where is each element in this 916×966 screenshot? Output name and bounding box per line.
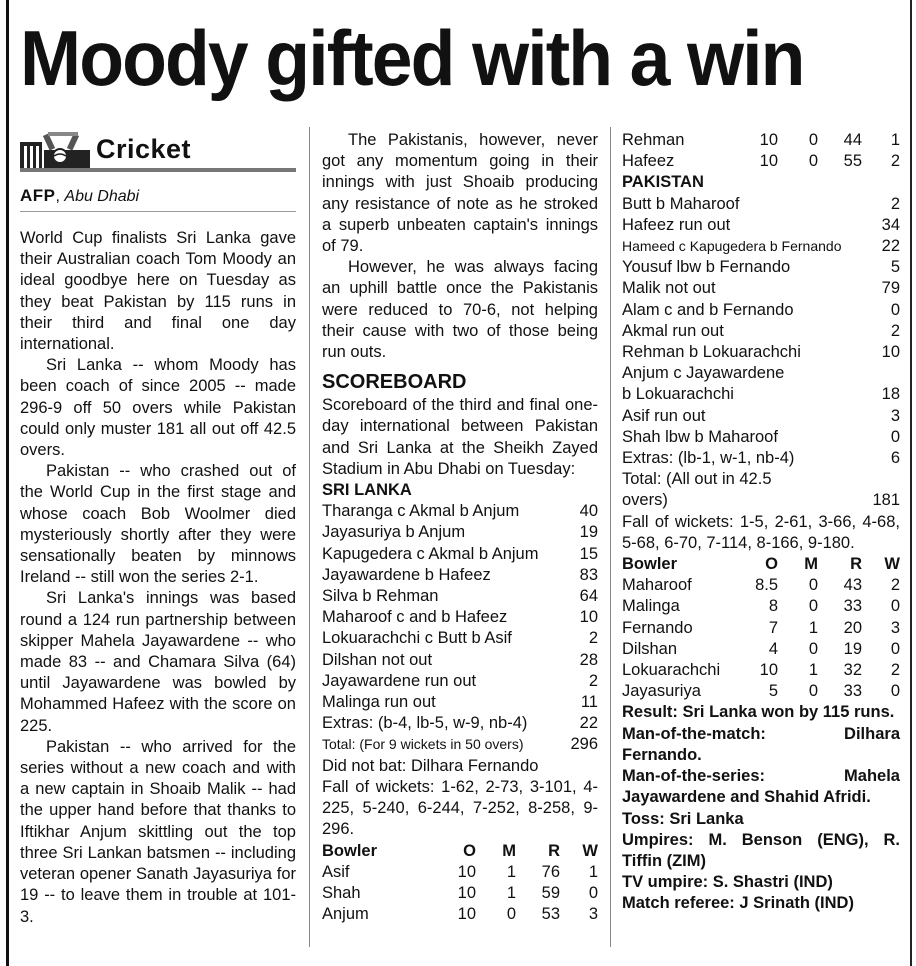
score-cell: 10 bbox=[759, 152, 778, 171]
article-paragraph: However, he was always facing an uphill battle once the Pakistanis were reduced to 70-6, not helping their cause with two of those being run outs. bbox=[322, 258, 598, 362]
bowling-row bbox=[622, 596, 900, 617]
score-cell: 55 bbox=[843, 152, 862, 171]
pakistan-bowling-table bbox=[322, 841, 598, 926]
score-cell: W bbox=[884, 555, 900, 574]
bowling-header bbox=[622, 554, 900, 575]
batting-row bbox=[622, 342, 900, 363]
score-cell: Fernando bbox=[622, 618, 693, 637]
score-cell: 10 bbox=[759, 131, 778, 149]
score-cell: Yousuf lbw b Fernando bbox=[622, 258, 791, 277]
score-cell: Jayasuriya b Anjum bbox=[322, 523, 466, 542]
score-cell: 10 bbox=[759, 661, 778, 680]
score-cell: 2 bbox=[890, 152, 900, 171]
sri-lanka-batting-list bbox=[322, 501, 598, 755]
score-value: 2 bbox=[588, 629, 598, 648]
score-cell: 59 bbox=[541, 883, 560, 902]
score-cell: Bowler bbox=[622, 555, 678, 574]
score-cell: 0 bbox=[808, 152, 818, 171]
score-cell: 4 bbox=[768, 639, 778, 658]
article-column-2 bbox=[322, 130, 598, 925]
right-border-rule bbox=[910, 0, 912, 966]
bowling-row bbox=[622, 618, 900, 639]
score-value: 28 bbox=[579, 650, 598, 669]
column-divider bbox=[309, 127, 310, 947]
batting-row bbox=[322, 501, 598, 522]
score-cell: Lokuarachchi c Butt b Asif bbox=[322, 629, 512, 648]
score-cell: Maharoof c and b Hafeez bbox=[322, 608, 508, 627]
score-value: 2 bbox=[588, 671, 598, 690]
score-cell: 0 bbox=[808, 597, 818, 616]
score-cell: 0 bbox=[506, 905, 516, 924]
score-cell: 1 bbox=[588, 862, 598, 881]
score-cell: 0 bbox=[808, 576, 818, 595]
scoreboard-title: SCOREBOARD bbox=[322, 371, 467, 394]
score-cell: 20 bbox=[843, 618, 862, 637]
score-value: 34 bbox=[881, 215, 900, 234]
score-cell: 0 bbox=[808, 639, 818, 658]
bowling-header bbox=[322, 841, 598, 862]
article-column-3 bbox=[622, 130, 900, 915]
score-cell: Maharoof bbox=[622, 576, 692, 595]
score-value: 6 bbox=[890, 449, 900, 468]
score-cell: 76 bbox=[541, 862, 560, 881]
score-cell: 0 bbox=[890, 597, 900, 616]
article-paragraph: Pakistan -- who arrived for the series without a new coach and with a new captain in Shoaib Malik -- had the upper hand before that thanks to Iftikhar Anjum skittling out the top three Sri Lankan batsmen -- including veteran opener Sanath Jayasuriya for 19 -- to leave them in trouble at 101-3. bbox=[20, 737, 296, 926]
score-value: 10 bbox=[881, 343, 900, 362]
score-value: 11 bbox=[580, 693, 598, 712]
score-value: 15 bbox=[579, 544, 598, 563]
score-cell: 0 bbox=[808, 131, 818, 149]
score-cell: Malik not out bbox=[622, 279, 716, 298]
score-value: 3 bbox=[890, 406, 900, 425]
score-value: 40 bbox=[579, 502, 598, 521]
bowling-row bbox=[622, 151, 900, 172]
score-value: 64 bbox=[579, 587, 598, 606]
batting-row bbox=[322, 544, 598, 565]
did-not-bat: Did not bat: Dilhara Fernando bbox=[322, 756, 539, 775]
score-cell: Malinga bbox=[622, 597, 680, 616]
score-cell: 32 bbox=[843, 661, 862, 680]
score-cell: 0 bbox=[890, 682, 900, 701]
score-cell: 3 bbox=[890, 618, 900, 637]
score-cell: 0 bbox=[588, 883, 598, 902]
batting-row bbox=[622, 384, 900, 405]
section-kicker bbox=[20, 128, 296, 174]
byline-agency: AFP bbox=[20, 186, 56, 205]
bowling-row bbox=[322, 883, 598, 904]
score-cell: Jayawardene run out bbox=[322, 671, 477, 690]
fall-of-wickets: Fall of wickets: 1-5, 2-61, 3-66, 4-68, 5-68, 6-70, 7-114, 8-166, 9-180. bbox=[622, 512, 900, 552]
score-cell: 1 bbox=[506, 862, 516, 881]
score-cell: Akmal run out bbox=[622, 321, 724, 340]
batting-row bbox=[622, 194, 900, 215]
score-cell: 1 bbox=[808, 618, 818, 637]
batting-row bbox=[322, 565, 598, 586]
section-label: Cricket bbox=[96, 134, 192, 164]
byline: AFP, Abu Dhabi bbox=[20, 186, 140, 205]
sri-lanka-bowling-table bbox=[622, 554, 900, 702]
score-cell: 0 bbox=[808, 682, 818, 701]
man-of-the-series: Man-of-the-series: Mahela Jayawardene and Shahid Afridi. bbox=[622, 767, 900, 807]
score-cell: 33 bbox=[843, 682, 862, 701]
match-result: Result: Sri Lanka won by 115 runs. bbox=[622, 703, 895, 722]
batting-row bbox=[322, 692, 598, 713]
total-row bbox=[322, 734, 598, 755]
score-cell: 43 bbox=[843, 576, 862, 595]
column-divider bbox=[610, 127, 611, 947]
score-cell: W bbox=[582, 841, 598, 860]
score-cell: 10 bbox=[457, 883, 476, 902]
left-border-rule bbox=[6, 0, 9, 966]
pakistan-heading: PAKISTAN bbox=[622, 173, 704, 192]
score-cell: Malinga run out bbox=[322, 693, 436, 712]
bowling-row bbox=[622, 660, 900, 681]
score-cell: Jayawardene b Hafeez bbox=[322, 565, 491, 584]
batting-row bbox=[322, 650, 598, 671]
score-value: 19 bbox=[579, 523, 598, 542]
score-cell: 1 bbox=[890, 131, 900, 149]
article-paragraph: Sri Lanka -- whom Moody has been coach of since 2005 -- made 296-9 off 50 overs while Pakistan could only muster 181 all out off 42.5 overs. bbox=[20, 356, 296, 460]
batting-row bbox=[622, 236, 900, 257]
extras-row bbox=[622, 448, 900, 469]
score-cell: 1 bbox=[808, 661, 818, 680]
score-cell: 10 bbox=[457, 862, 476, 881]
score-cell: R bbox=[548, 841, 560, 860]
score-cell: 8.5 bbox=[755, 576, 778, 595]
score-cell: Anjum c Jayawardene bbox=[622, 364, 785, 383]
byline-location: Abu Dhabi bbox=[64, 188, 140, 205]
score-cell: M bbox=[804, 555, 818, 574]
score-cell: Extras: (b-4, lb-5, w-9, nb-4) bbox=[322, 714, 528, 733]
score-cell: 44 bbox=[843, 131, 862, 149]
score-cell: Dilshan not out bbox=[322, 650, 433, 669]
article-paragraph: Pakistan -- who crashed out of the World Cup in the first stage and whose coach Bob Woolmer died mysteriously shortly after they were sensationally beaten by minnows Ireland -- still won the series 2-1. bbox=[20, 462, 296, 587]
match-referee: Match referee: J Srinath (IND) bbox=[622, 894, 854, 913]
article-paragraph: World Cup finalists Sri Lanka gave their Australian coach Tom Moody an ideal goodbye here on Tuesday as they beat Pakistan by 115 runs in their third and final one day international. bbox=[20, 229, 296, 354]
score-cell: 1 bbox=[506, 883, 516, 902]
score-cell: 0 bbox=[890, 639, 900, 658]
score-value: 10 bbox=[579, 608, 598, 627]
fall-of-wickets: Fall of wickets: 1-62, 2-73, 3-101, 4-225, 5-240, 6-244, 7-252, 8-258, 9-296. bbox=[322, 777, 598, 839]
score-cell: Extras: (lb-1, w-1, nb-4) bbox=[622, 449, 795, 468]
score-cell: 10 bbox=[457, 905, 476, 924]
score-cell: Butt b Maharoof bbox=[622, 194, 740, 213]
batting-row bbox=[622, 278, 900, 299]
score-cell: M bbox=[502, 841, 516, 860]
score-cell: Alam c and b Fernando bbox=[622, 300, 794, 319]
batting-row bbox=[322, 628, 598, 649]
score-cell: Total: (For 9 wickets in 50 overs) bbox=[322, 736, 524, 753]
headline: Moody gifted with a win bbox=[20, 14, 804, 102]
score-cell: overs) bbox=[622, 491, 668, 510]
score-cell: Silva b Rehman bbox=[322, 587, 439, 606]
man-of-the-match: Man-of-the-match: Dilhara Fernando. bbox=[622, 724, 900, 764]
score-value: 296 bbox=[570, 735, 598, 754]
byline-rule bbox=[20, 211, 296, 212]
score-cell: Anjum bbox=[322, 905, 369, 924]
pakistan-bowling-table-cont bbox=[622, 130, 900, 172]
score-value: 22 bbox=[579, 714, 598, 733]
pakistan-batting-list bbox=[622, 194, 900, 512]
score-cell: b Lokuarachchi bbox=[622, 385, 734, 404]
score-cell: O bbox=[463, 841, 476, 860]
score-cell: 19 bbox=[843, 639, 862, 658]
batting-row bbox=[322, 607, 598, 628]
score-value: 79 bbox=[881, 279, 900, 298]
score-value: 2 bbox=[890, 194, 900, 213]
bowling-row bbox=[622, 681, 900, 702]
batting-row bbox=[322, 586, 598, 607]
score-cell: 3 bbox=[588, 905, 598, 924]
article-paragraph: The Pakistanis, however, never got any momentum going in their innings with just Shoaib producing any resistance of note as he stroked a superb unbeaten captain's innings of 79. bbox=[322, 131, 598, 256]
score-cell: 2 bbox=[890, 576, 900, 595]
score-cell: Shah lbw b Maharoof bbox=[622, 427, 778, 446]
batting-row bbox=[622, 300, 900, 321]
score-cell: Asif bbox=[322, 862, 350, 881]
score-value: 5 bbox=[890, 258, 900, 277]
article-paragraph: Sri Lanka's innings was based round a 124 run partnership between skipper Mahela Jayawardene -- who made 83 -- and Chamara Silva (64) until Jayawardene was bowled by Mohammed Hafeez with the score on 225. bbox=[20, 589, 296, 735]
batting-row bbox=[622, 427, 900, 448]
score-cell: 5 bbox=[768, 682, 778, 701]
score-cell: Asif run out bbox=[622, 406, 706, 425]
article-column-1 bbox=[20, 228, 296, 928]
bowling-row bbox=[622, 639, 900, 660]
toss: Toss: Sri Lanka bbox=[622, 809, 744, 828]
score-cell: Total: (All out in 42.5 bbox=[622, 470, 772, 489]
score-cell: Rehman bbox=[622, 131, 685, 149]
batting-row bbox=[622, 321, 900, 342]
score-value: 0 bbox=[890, 300, 900, 319]
extras-row bbox=[322, 713, 598, 734]
batting-row bbox=[322, 671, 598, 692]
scoreboard-intro: Scoreboard of the third and final one-day international between Pakistan and Sri Lanka at the Sheikh Zayed Stadium in Abu Dhabi on Tuesday: bbox=[322, 396, 598, 478]
sri-lanka-heading: SRI LANKA bbox=[322, 481, 412, 500]
score-cell: Jayasuriya bbox=[622, 682, 701, 701]
score-cell: Hafeez run out bbox=[622, 215, 731, 234]
bowling-row bbox=[622, 130, 900, 151]
score-value: 18 bbox=[881, 385, 900, 404]
score-cell: Dilshan bbox=[622, 639, 678, 658]
score-value: 181 bbox=[872, 491, 900, 510]
batting-row bbox=[622, 215, 900, 236]
score-value: 83 bbox=[579, 565, 598, 584]
bowling-row bbox=[322, 862, 598, 883]
score-cell: Lokuarachchi bbox=[622, 661, 721, 680]
score-cell: Kapugedera c Akmal b Anjum bbox=[322, 544, 539, 563]
umpires: Umpires: M. Benson (ENG), R. Tiffin (ZIM) bbox=[622, 830, 900, 870]
score-cell: O bbox=[765, 555, 778, 574]
score-value: 22 bbox=[881, 237, 900, 256]
score-cell: Tharanga c Akmal b Anjum bbox=[322, 502, 520, 521]
score-cell: 8 bbox=[768, 597, 778, 616]
tv-umpire: TV umpire: S. Shastri (IND) bbox=[622, 873, 833, 892]
batting-row bbox=[622, 363, 900, 384]
bowling-row bbox=[322, 904, 598, 925]
batting-row bbox=[622, 406, 900, 427]
score-cell: 53 bbox=[541, 905, 560, 924]
bowling-row bbox=[622, 575, 900, 596]
cricket-logo-icon bbox=[20, 132, 92, 170]
score-cell: 7 bbox=[768, 618, 778, 637]
score-value: 2 bbox=[890, 321, 900, 340]
total-row bbox=[622, 490, 900, 511]
score-cell: R bbox=[850, 555, 862, 574]
score-value: 0 bbox=[890, 427, 900, 446]
total-row bbox=[622, 469, 900, 490]
batting-row bbox=[622, 257, 900, 278]
score-cell: 2 bbox=[890, 661, 900, 680]
score-cell: Rehman b Lokuarachchi bbox=[622, 343, 801, 362]
score-cell: Bowler bbox=[322, 841, 378, 860]
section-underline bbox=[20, 168, 296, 172]
score-cell: 33 bbox=[843, 597, 862, 616]
batting-row bbox=[322, 522, 598, 543]
score-cell: Hameed c Kapugedera b Fernando bbox=[622, 238, 842, 255]
score-cell: Shah bbox=[322, 883, 361, 902]
score-cell: Hafeez bbox=[622, 152, 675, 171]
